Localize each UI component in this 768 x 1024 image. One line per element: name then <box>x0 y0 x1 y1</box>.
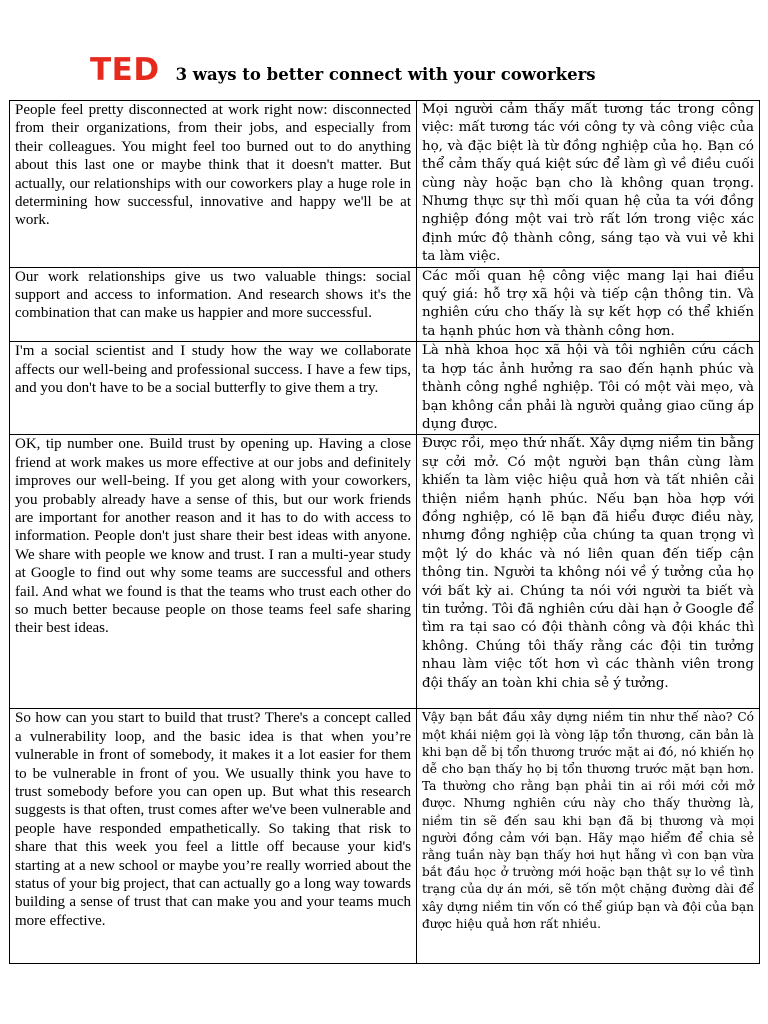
document-title: 3 ways to better connect with your coworkers <box>175 65 596 84</box>
table-row <box>10 435 760 709</box>
vietnamese-cell: Là nhà khoa học xã hội và tôi nghiên cứu cách ta hợp tác ảnh hưởng ra sao đến hạnh phúc và thành công nghề nghiệp. Tôi có một vài mẹo, và bạn không cần phải là người quảng giao cũng áp dụng được. <box>417 342 760 435</box>
english-cell: Our work relationships give us two valuable things: social support and access to information. And research shows it's the combination that can make us happier and more successful. <box>10 267 417 342</box>
vietnamese-cell: Các mối quan hệ công việc mang lại hai điều quý giá: hỗ trợ xã hội và tiếp cận thông tin. Và nghiên cứu cho thấy là sự kết hợp có thể khiến ta hạnh phúc hơn và thành công hơn. <box>417 267 760 342</box>
ted-logo: TED <box>90 52 160 88</box>
table-row <box>10 267 760 342</box>
vietnamese-cell: Được rồi, mẹo thứ nhất. Xây dựng niềm tin bằng sự cởi mở. Có một người bạn thân cùng làm khiến ta làm việc hiệu quả hơn và tất nhiên cải thiện niềm hạnh phúc. Nếu bạn hòa hợp với đồng nghiệp, có lẽ bạn đã hiểu được điều này, nhưng đồng nghiệp của chúng ta quan trọng vì một lý do khác và nó liên quan đến tiếp cận thông tin. Người ta không nói về ý tưởng của họ với bất kỳ ai. Chúng ta nói với người ta biết và tin tưởng. Tôi đã nghiên cứu dài hạn ở Google để tìm ra tại sao có đội thành công và đội khác thì không. Chúng tôi thấy rằng các đội tin tưởng nhau làm việc tốt hơn vì các thành viên trong đội thấy an toàn khi chia sẻ ý tưởng. <box>417 435 760 709</box>
table-row <box>10 342 760 435</box>
english-cell: I'm a social scientist and I study how the way we collaborate affects our well-being and professional success. I have a few tips, and you don't have to be a social butterfly to give them a try. <box>10 342 417 435</box>
table-row <box>10 709 760 964</box>
document-header <box>90 52 596 88</box>
english-cell: So how can you start to build that trust? There's a concept called a vulnerability loop, and the basic idea is that when you’re vulnerable in front of somebody, it makes it a lot easier for them to be vulnerable in front of you. We usually think you have to trust somebody before you can open up. But what this research suggests is that often, trust comes after we've been vulnerable and people have responded empathetically. So taking that risk to share that this week you feel a little off because your kid's starting at a new school or maybe you’re really worried about the status of your big project, that can actually go a long way towards building a sense of trust that can make you and your teams much more effective. <box>10 709 417 964</box>
table-row <box>10 101 760 268</box>
bilingual-table <box>9 100 760 964</box>
english-cell: People feel pretty disconnected at work right now: disconnected from their organizations, from their jobs, and especially from their colleagues. You might feel too burned out to do anything about this last one or maybe think that it doesn't matter. But actually, our relationships with our coworkers play a huge role in determining how successful, innovative and happy we'll be at work. <box>10 101 417 268</box>
vietnamese-cell: Vậy bạn bắt đầu xây dựng niềm tin như thế nào? Có một khái niệm gọi là vòng lặp tổn thương, căn bản là khi bạn dễ bị tổn thương trước mặt ai đó, nó khiến họ dễ cho bạn thấy họ bị tổn thương trước mặt bạn hơn. Ta thường cho rằng bạn phải tin ai rồi mới cởi mở được. Nhưng nghiên cứu này cho thấy thường là, niềm tin sẽ đến sau khi bạn đã bị thương và mọi người đồng cảm với bạn. Hãy mạo hiểm để chia sẻ rằng tuần này bạn thấy hơi hụt hẫng vì con bạn vừa bắt đầu học ở trường mới hoặc bạn thật sự lo về tình trạng của dự án mới, sẽ tốn một chặng đường dài để xây dựng niềm tin vốn có thể giúp bạn và đội của bạn được hiệu quả hơn rất nhiều. <box>417 709 760 964</box>
english-cell: OK, tip number one. Build trust by opening up. Having a close friend at work makes us more effective at our jobs and definitely improves our well-being. If you get along with your coworkers, you probably already have a sense of this, but our work friends are important for another reason and it has to do with access to information. People don't just share their best ideas with anyone. We share with people we know and trust. I ran a multi-year study at Google to find out why some teams are successful and others fail. And what we found is that the teams who trust each other do so much better because people on those teams feel safe sharing their best ideas. <box>10 435 417 709</box>
vietnamese-cell: Mọi người cảm thấy mất tương tác trong công việc: mất tương tác với công ty và công việc của họ, và đặc biệt là từ đồng nghiệp của họ. Bạn có thể cảm thấy quá kiệt sức để làm gì về điều cuối cùng này hoặc bạn cho là không quan trọng. Nhưng thực sự thì mối quan hệ của ta với đồng nghiệp đóng một vai trò rất lớn trong việc xác định mức độ thành công, sáng tạo và vui vẻ khi ta làm việc. <box>417 101 760 268</box>
